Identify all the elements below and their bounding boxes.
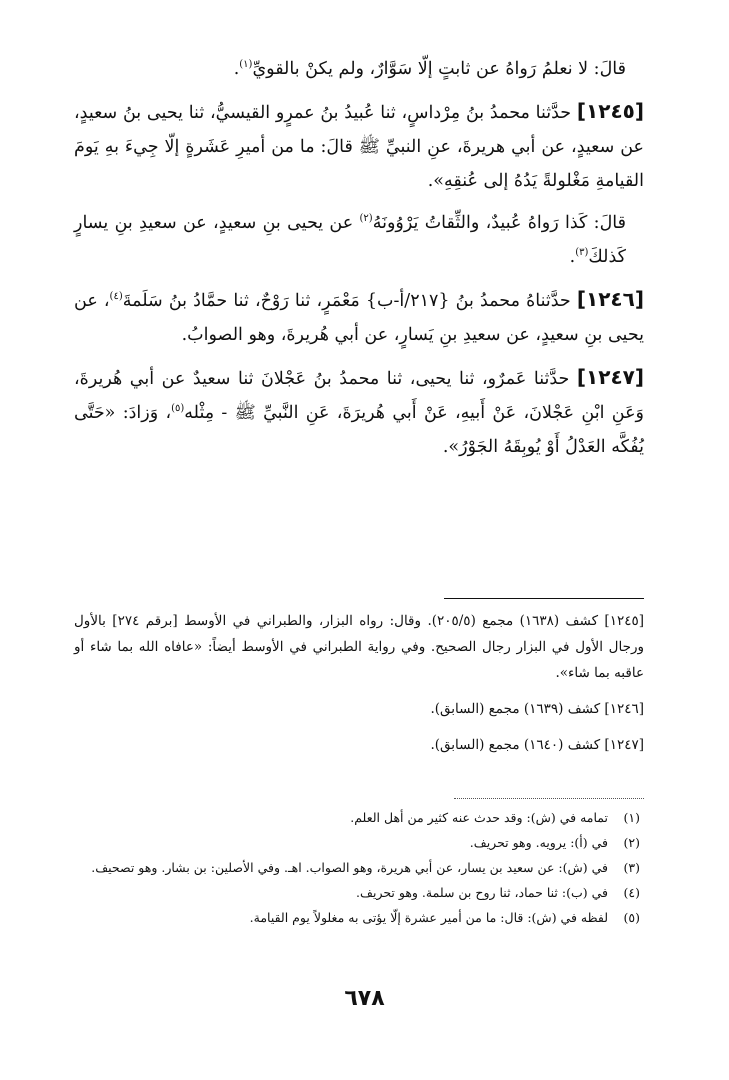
footnote [80,883,642,903]
footnote-number: (٣) [623,860,640,875]
paragraph-text: قالَ: لا نعلمُ رَواهُ عن ثابتٍ إلّا سَوَّارٌ، ولم يكنْ بالقويِّ [252,59,626,79]
footnotes-section [80,808,642,933]
paragraph-tail: . [233,59,240,79]
takhrij-1246: [١٢٤٦] كشف (١٦٣٩) مجمع (السابق). [430,701,644,717]
paragraph-text-continued: ، عن يحيى بنِ سعيدٍ، عن سعيدِ بنِ يَسارٍ، عن أبي هُريرةَ، وهو الصوابُ. [74,291,644,345]
paragraph-text: قالَ: كَذا رَواهُ عُبيدٌ، والثِّقاتُ يَرْوُونَهُ [372,213,626,233]
takhrij-divider [444,598,644,599]
footnote-ref: (٣) [575,247,589,259]
paragraph-text-continued: عن يحيى بنِ سعيدٍ، عن سعيدِ بنِ يسارٍ كَذلكَ [74,213,626,267]
paragraph-text-continued: ، وَزادَ: «حَتَّى يُفُكَّه العَدْلُ أَوْ يُوبِقَهُ الجَوْرُ». [74,403,644,457]
paragraph-text: حدَّثنا محمدُ بنُ مِرْداسٍ، ثنا عُبيدُ بنُ عمرٍو القيسيُّ، ثنا يحيى بنُ سعيدٍ، عن سعيدٍ، عن أبي هريرةَ، عنِ النبيِّ ﷺ قالَ: ما من أميرِ عَشَرةٍ إلّا جِيءَ بهِ يَومَ القيامةِ مَغْلولةً يَدُهُ إلى عُنقِهِ». [74,103,644,191]
hadith-1245 [74,94,644,198]
footnote [80,808,642,828]
paragraph-qala-1 [74,52,644,86]
hadith-number: [١٢٤٦] [576,287,644,311]
footnote-text: في (أ): يرويه. وهو تحريف. [469,835,608,850]
paragraph-text: حدَّثناهُ محمدُ بنُ {٢١٧/أ-ب} مَعْمَرٍ، ثنا رَوْحٌ، ثنا حمَّادُ بنُ سَلَمةَ [122,291,571,311]
footnote-number: (٤) [623,885,640,900]
footnote-number: (٢) [623,835,640,850]
footnote-ref: (٥) [171,403,185,415]
footnote-text: لفظه في (ش): قال: ما من أمير عشرة إلّا يؤتى به مغلولاً يوم القيامة. [249,910,608,925]
takhrij-1245: [١٢٤٥] كشف (١٦٣٨) مجمع (٢٠٥/٥). وقال: رواه البزار، والطبراني في الأوسط [برقم ٢٧٤] بالأول ورجال الأول في البزار رجال الصحيح. وفي رواية الطبراني في الأوسط أيضاً: «عافاه الله بما شاء أو عاقبه بما شاء». [74,613,644,681]
footnote-text: في (ش): عن سعيد بن يسار، عن أبي هريرة، وهو الصواب. اهـ. وفي الأصلين: بن بشار. وهو تصحيف. [91,860,608,875]
takhrij-section [74,608,644,768]
footnote [80,858,642,878]
takhrij-1247: [١٢٤٧] كشف (١٦٤٠) مجمع (السابق). [430,737,644,753]
page-number: ٦٧٨ [344,986,385,1011]
footnote-ref: (٢) [359,213,373,225]
footnote-text: تمامه في (ش): وقد حدث عنه كثير من أهل العلم. [350,810,608,825]
hadith-number: [١٢٤٥] [576,99,644,123]
paragraph-qala-2 [74,206,644,274]
paragraph-text: حدَّثنا عَمرٌو، ثنا يحيى، ثنا محمدُ بنُ عَجْلانَ ثنا سعيدٌ عن أبي هُريرةَ، وَعَنِ ابْنِ عَجْلانَ، عَنْ أَبيهِ، عَنْ أَبي هُريرَةَ، عَنِ النَّبيِّ ﷺ - مِثْله [74,369,644,423]
footnote-ref: (٤) [109,291,123,303]
hadith-1247 [74,360,644,464]
footnotes-divider [454,798,644,799]
paragraph-tail: . [569,247,576,267]
hadith-number: [١٢٤٧] [576,365,644,389]
footnote-number: (٥) [623,910,640,925]
footnote-ref: (١) [239,59,253,71]
main-text [74,52,644,472]
footnote-text: في (ب): ثنا حماد، ثنا روح بن سلمة. وهو تحريف. [356,885,608,900]
hadith-1246 [74,282,644,352]
footnote [80,833,642,853]
footnote-number: (١) [623,810,640,825]
footnote [80,908,642,928]
